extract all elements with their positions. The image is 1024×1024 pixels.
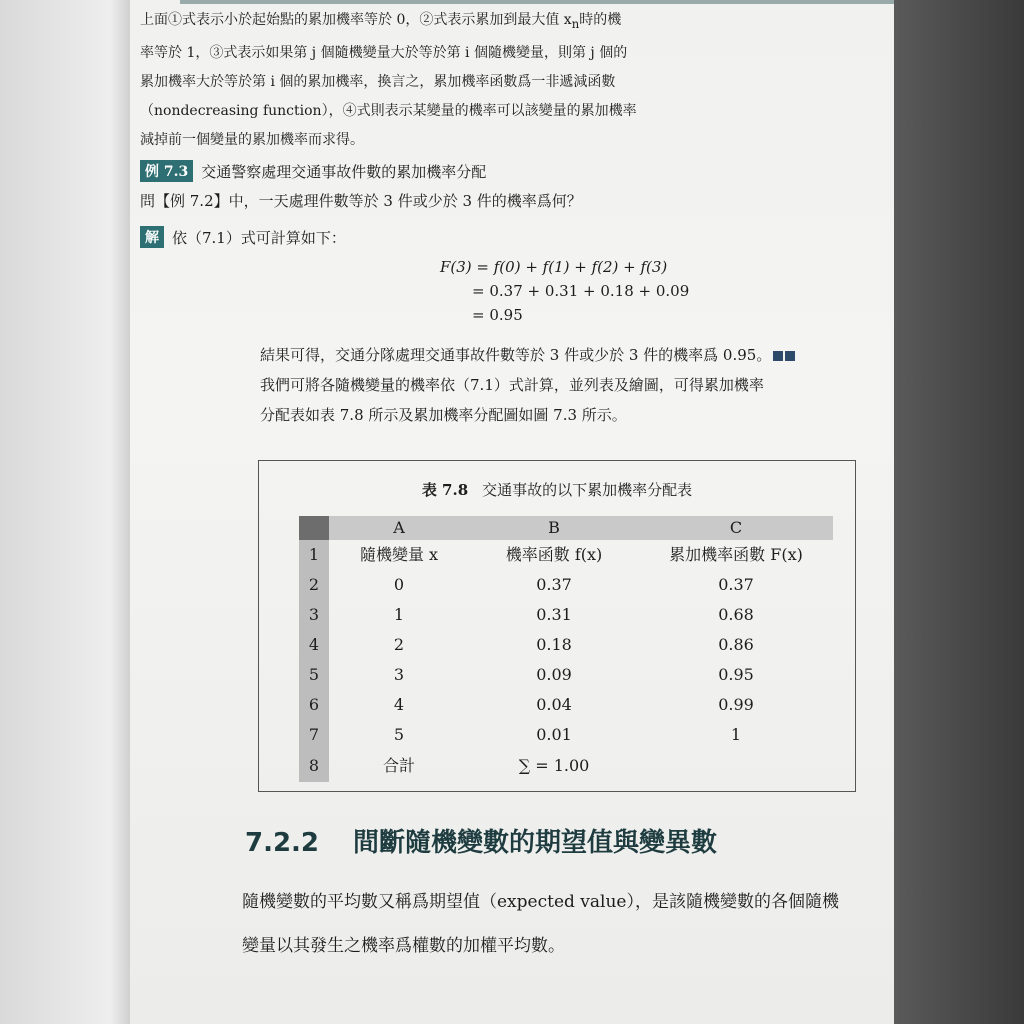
header-cell: 累加機率函數 F(x) [669,545,803,564]
table-title [259,479,855,500]
top-rule [180,0,894,4]
example-heading [140,160,486,182]
solution-heading [140,226,346,248]
table-cell: 0.86 [718,635,754,654]
column-header-a: A [329,516,469,540]
question-text: 問【例 7.2】中，一天處理件數等於 3 件或少於 3 件的機率爲何？ [140,192,582,210]
column-header-b: B [469,516,639,540]
column-header-c: C [639,516,833,540]
section-heading [245,822,717,859]
section-number: 7.2.2 [245,828,320,858]
table-cell: 0 [393,575,405,594]
table-cell: 0.31 [536,605,572,624]
intro-line-1: 上面①式表示小於起始點的累加機率等於 0，②式表示累加到最大值 $x_n$時的機 [140,12,622,31]
table-cell: 0.04 [536,695,572,714]
table-cell: 0.18 [536,635,572,654]
example-tag: 例 7.3 [140,160,193,182]
equation-line-3: = 0.95 [472,306,523,324]
table-cell: 1 [730,725,742,744]
solution-text: 依（7.1）式可計算如下： [172,228,346,247]
row-header-8: 8 [299,750,329,782]
result-line-1: 結果可得，交通分隊處理交通事故件數等於 3 件或少於 3 件的機率爲 0.95。 [260,340,795,370]
table-cell: 0.37 [536,575,572,594]
table-7-8 [258,460,856,792]
table-cell: 0.01 [536,725,572,744]
result-line-3: 分配表如表 7.8 所示及累加機率分配圖如圖 7.3 所示。 [260,406,627,424]
table-cell: 0.95 [718,665,754,684]
body-line-2: 變量以其發生之機率爲權數的加權平均數。 [242,936,565,956]
intro-line-4: （nondecreasing function），④式則表示某變量的機率可以該變量的累加機率 [140,102,637,119]
section-title: 間斷隨機變數的期望值與變異數 [353,828,718,858]
body-paragraph [242,880,839,968]
background-surface [894,0,1024,1024]
end-mark-icon [785,351,795,361]
table-cell: 1 [393,605,405,624]
header-cell: 機率函數 f(x) [505,545,603,564]
grid-corner [299,516,329,540]
row-header-2: 2 [299,570,329,600]
solution-tag: 解 [140,226,164,248]
row-header-1: 1 [299,540,329,570]
intro-line-3: 累加機率大於等於第 i 個的累加機率，換言之，累加機率函數爲一非遞減函數 [140,73,616,90]
header-cell: 隨機變量 x [359,545,439,564]
table-cell: 0.09 [536,665,572,684]
row-header-3: 3 [299,600,329,630]
result-line-2: 我們可將各隨機變量的機率依（7.1）式計算，並列表及繪圖，可得累加機率 [260,376,764,394]
table-caption: 交通事故的以下累加機率分配表 [482,481,693,499]
total-sum-cell: ∑ = 1.00 [518,756,590,775]
table-cell: 0.99 [718,695,754,714]
intro-line-5: 減掉前一個變量的累加機率而求得。 [140,131,364,148]
intro-paragraph [140,6,637,155]
result-paragraph [260,340,795,430]
end-mark-icon [773,351,783,361]
table-cell: 4 [393,695,405,714]
row-header-5: 5 [299,660,329,690]
row-header-6: 6 [299,690,329,720]
table-cell: 0.37 [718,575,754,594]
table-cell: 2 [393,635,405,654]
intro-line-2: 率等於 1，③式表示如果第 j 個隨機變量大於等於第 i 個隨機變量，則第 j 個的 [140,44,628,61]
table-cell: 5 [393,725,405,744]
left-page-edge [0,0,130,1024]
table-cell: 0.68 [718,605,754,624]
example-title: 交通警察處理交通事故件數的累加機率分配 [201,162,487,181]
equation-line-1: F(3) = f(0) + f(1) + f(2) + f(3) [440,258,668,276]
row-header-7: 7 [299,720,329,750]
equation-line-2: = 0.37 + 0.31 + 0.18 + 0.09 [472,282,690,300]
table-label: 表 7.8 [421,481,469,499]
row-header-4: 4 [299,630,329,660]
table-cell: 3 [393,665,405,684]
total-label-cell: 合計 [382,756,415,775]
body-line-1: 隨機變數的平均數又稱爲期望值（expected value），是該隨機變數的各個隨機 [242,892,839,912]
spreadsheet-grid [299,516,833,782]
